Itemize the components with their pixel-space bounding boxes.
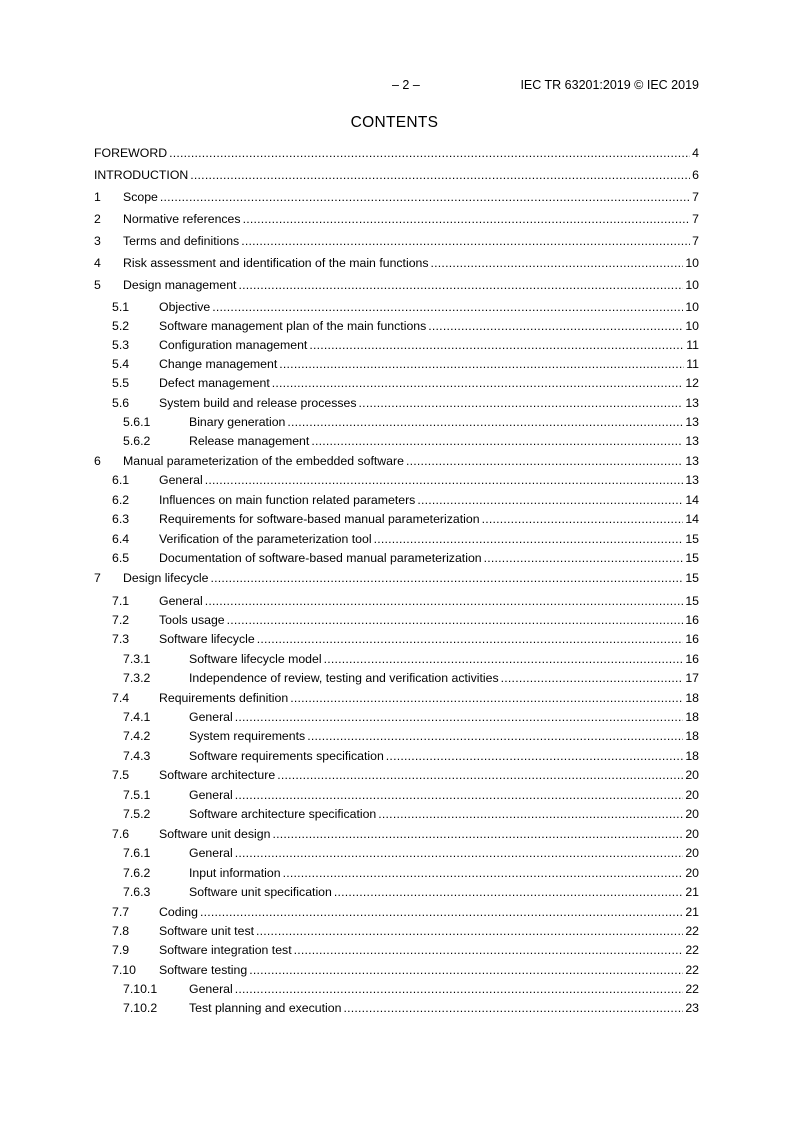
toc-entry-title: Tools usage xyxy=(159,613,225,627)
toc-entry[interactable] xyxy=(94,651,699,668)
toc-entry-page: 4 xyxy=(692,146,699,160)
toc-leader-dots xyxy=(212,299,683,316)
toc-entry[interactable] xyxy=(94,472,699,489)
toc-entry-number: 7.4 xyxy=(112,691,130,705)
toc-entry-title: Binary generation xyxy=(189,415,286,429)
toc-entry-number: 7.3.2 xyxy=(123,671,151,685)
toc-entry[interactable] xyxy=(94,942,699,959)
toc-entry-number: 7.1 xyxy=(112,594,130,608)
toc-entry-page: 18 xyxy=(685,729,699,743)
toc-entry[interactable] xyxy=(94,511,699,528)
toc-entry-page: 13 xyxy=(685,454,699,468)
toc-leader-dots xyxy=(386,748,684,765)
toc-entry-number: 7.10.2 xyxy=(123,1001,158,1015)
toc-entry-number: 7.10.1 xyxy=(123,982,158,996)
toc-entry-number: 7.9 xyxy=(112,943,130,957)
toc-entry[interactable] xyxy=(94,826,699,843)
toc-entry-number: 3 xyxy=(94,234,101,248)
toc-entry-title: Coding xyxy=(159,905,198,919)
toc-entry[interactable] xyxy=(94,728,699,745)
toc-leader-dots xyxy=(272,826,683,843)
toc-entry-title: Terms and definitions xyxy=(123,234,240,248)
toc-entry[interactable] xyxy=(94,570,699,587)
toc-entry-page: 7 xyxy=(692,234,699,248)
toc-leader-dots xyxy=(160,189,690,206)
toc-entry[interactable] xyxy=(94,433,699,450)
toc-entry-page: 13 xyxy=(685,434,699,448)
toc-entry-title: Independence of review, testing and verification activities xyxy=(189,671,499,685)
toc-entry-page: 11 xyxy=(686,357,699,371)
toc-entry-number: 7.6.2 xyxy=(123,866,151,880)
toc-leader-dots xyxy=(417,492,683,509)
toc-entry-page: 15 xyxy=(685,551,699,565)
toc-entry-title: Defect management xyxy=(159,376,270,390)
toc-entry[interactable] xyxy=(94,981,699,998)
toc-entry-title: Normative references xyxy=(123,212,241,226)
toc-entry-title: Software architecture xyxy=(159,768,276,782)
toc-entry[interactable] xyxy=(94,145,699,162)
toc-entry-number: 5.3 xyxy=(112,338,130,352)
toc-entry-title: Risk assessment and identification of the main functions xyxy=(123,256,429,270)
page-number: – 2 – xyxy=(392,78,420,92)
toc-leader-dots xyxy=(256,923,683,940)
toc-entry-title: Software testing xyxy=(159,963,248,977)
toc-leader-dots xyxy=(235,981,684,998)
toc-entry-page: 13 xyxy=(685,396,699,410)
toc-entry-page: 14 xyxy=(685,493,699,507)
toc-entry-title: General xyxy=(189,846,233,860)
toc-entry-title: Design lifecycle xyxy=(123,571,209,585)
toc-entry-page: 15 xyxy=(685,594,699,608)
toc-leader-dots xyxy=(272,375,684,392)
toc-entry-page: 15 xyxy=(685,571,699,585)
toc-entry-number: 7.6.1 xyxy=(123,846,151,860)
toc-entry[interactable] xyxy=(94,845,699,862)
toc-entry-number: 7.8 xyxy=(112,924,130,938)
toc-entry[interactable] xyxy=(94,233,699,250)
toc-entry-title: Test planning and execution xyxy=(189,1001,342,1015)
toc-leader-dots xyxy=(501,670,684,687)
toc-entry-number: 7.3.1 xyxy=(123,652,151,666)
toc-entry-number: 7.2 xyxy=(112,613,130,627)
toc-leader-dots xyxy=(343,1000,683,1017)
toc-entry-number: 5.6 xyxy=(112,396,130,410)
toc-entry[interactable] xyxy=(94,550,699,567)
toc-entry-page: 13 xyxy=(685,415,699,429)
toc-entry[interactable] xyxy=(94,923,699,940)
toc-entry[interactable] xyxy=(94,492,699,509)
page-title: CONTENTS xyxy=(350,114,439,131)
toc-entry-number: 6.3 xyxy=(112,512,130,526)
toc-entry[interactable] xyxy=(94,904,699,921)
toc-leader-dots xyxy=(309,337,684,354)
toc-leader-dots xyxy=(200,904,683,921)
toc-entry-page: 6 xyxy=(692,168,699,182)
toc-entry-number: 1 xyxy=(94,190,101,204)
toc-entry-title: Change management xyxy=(159,357,278,371)
toc-entry-number: 7.4.1 xyxy=(123,710,151,724)
toc-entry-title: System requirements xyxy=(189,729,306,743)
toc-entry-title: Software lifecycle model xyxy=(189,652,322,666)
toc-entry-title: General xyxy=(189,710,233,724)
toc-entry[interactable] xyxy=(94,167,699,184)
toc-entry-title: Influences on main function related parameters xyxy=(159,493,416,507)
toc-leader-dots xyxy=(294,942,684,959)
toc-entry-number: 7.4.2 xyxy=(123,729,151,743)
toc-entry-number: 7 xyxy=(94,571,101,585)
toc-entry-number: 6.1 xyxy=(112,473,130,487)
toc-leader-dots xyxy=(287,414,683,431)
toc-entry-page: 10 xyxy=(685,319,699,333)
toc-entry-number: 6.5 xyxy=(112,551,130,565)
toc-entry-number: 6.4 xyxy=(112,532,130,546)
toc-leader-dots xyxy=(235,709,684,726)
toc-entry-number: 5.4 xyxy=(112,357,130,371)
toc-entry-title: Software unit test xyxy=(159,924,255,938)
toc-entry-page: 18 xyxy=(685,691,699,705)
toc-entry-title: Requirements for software-based manual parameterization xyxy=(159,512,480,526)
toc-entry-number: 7.5.1 xyxy=(123,788,151,802)
toc-entry[interactable] xyxy=(94,531,699,548)
toc-entry-number: 7.7 xyxy=(112,905,130,919)
toc-entry-page: 20 xyxy=(685,827,699,841)
toc-entry-page: 17 xyxy=(685,671,699,685)
toc-entry-number: 7.6 xyxy=(112,827,130,841)
toc-entry-number: 7.3 xyxy=(112,632,130,646)
toc-leader-dots xyxy=(374,531,684,548)
toc-entry[interactable] xyxy=(94,1000,699,1017)
toc-leader-dots xyxy=(243,211,691,228)
toc-entry[interactable] xyxy=(94,767,699,784)
toc-leader-dots xyxy=(235,845,684,862)
toc-entry-page: 21 xyxy=(685,905,699,919)
toc-entry-page: 15 xyxy=(685,532,699,546)
toc-leader-dots xyxy=(428,318,683,335)
toc-leader-dots xyxy=(205,472,684,489)
toc-entry-title: Software unit design xyxy=(159,827,271,841)
toc-leader-dots xyxy=(482,511,684,528)
toc-leader-dots xyxy=(324,651,684,668)
toc-entry-page: 13 xyxy=(685,473,699,487)
page-header xyxy=(94,78,699,94)
toc-entry-number: 5.5 xyxy=(112,376,130,390)
toc-entry-title: Requirements definition xyxy=(159,691,289,705)
toc-entry-title: Objective xyxy=(159,300,211,314)
toc-leader-dots xyxy=(210,570,683,587)
toc-entry[interactable] xyxy=(94,593,699,610)
toc-entry-number: 6 xyxy=(94,454,101,468)
toc-entry-page: 20 xyxy=(685,768,699,782)
toc-entry-page: 22 xyxy=(685,963,699,977)
toc-entry-page: 14 xyxy=(685,512,699,526)
toc-leader-dots xyxy=(283,865,684,882)
toc-entry[interactable] xyxy=(94,631,699,648)
toc-entry-page: 10 xyxy=(685,300,699,314)
toc-entry[interactable] xyxy=(94,806,699,823)
toc-entry[interactable] xyxy=(94,612,699,629)
toc-entry-page: 10 xyxy=(685,278,699,292)
toc-entry-page: 10 xyxy=(685,256,699,270)
toc-entry-title: General xyxy=(159,473,203,487)
toc-leader-dots xyxy=(290,690,683,707)
toc-entry-page: 18 xyxy=(685,710,699,724)
toc-entry[interactable] xyxy=(94,670,699,687)
toc-leader-dots xyxy=(311,433,683,450)
toc-entry[interactable] xyxy=(94,356,699,373)
toc-entry[interactable] xyxy=(94,748,699,765)
toc-entry-page: 16 xyxy=(685,613,699,627)
toc-entry-number: 5.6.1 xyxy=(123,415,151,429)
toc-entry-page: 20 xyxy=(685,788,699,802)
toc-leader-dots xyxy=(378,806,683,823)
toc-entry-title: Software architecture specification xyxy=(189,807,377,821)
toc-leader-dots xyxy=(241,233,690,250)
toc-entry-title: Software integration test xyxy=(159,943,292,957)
document-id: IEC TR 63201:2019 © IEC 2019 xyxy=(520,78,699,92)
toc-entry-page: 23 xyxy=(685,1001,699,1015)
toc-entry-number: 7.10 xyxy=(112,963,136,977)
toc-leader-dots xyxy=(334,884,683,901)
toc-entry-number: 5.1 xyxy=(112,300,130,314)
toc-entry-title: General xyxy=(159,594,203,608)
toc-entry-page: 20 xyxy=(685,866,699,880)
toc-entry-number: 5 xyxy=(94,278,101,292)
toc-entry-title: Design management xyxy=(123,278,237,292)
toc-entry-page: 7 xyxy=(692,212,699,226)
toc-entry-number: 4 xyxy=(94,256,101,270)
toc-entry-number: 5.2 xyxy=(112,319,130,333)
toc-entry-page: 22 xyxy=(685,924,699,938)
toc-entry[interactable] xyxy=(94,395,699,412)
toc-leader-dots xyxy=(227,612,684,629)
toc-entry-page: 21 xyxy=(685,885,699,899)
toc-entry-page: 20 xyxy=(685,846,699,860)
toc-entry-title: Scope xyxy=(123,190,158,204)
toc-entry-page: 22 xyxy=(685,982,699,996)
toc-entry-number: 5.6.2 xyxy=(123,434,151,448)
toc-leader-dots xyxy=(249,962,683,979)
toc-entry-title: General xyxy=(189,788,233,802)
toc-entry-page: 11 xyxy=(686,338,699,352)
toc-entry[interactable] xyxy=(94,787,699,804)
toc-leader-dots xyxy=(484,550,684,567)
toc-entry-number: 6.2 xyxy=(112,493,130,507)
toc-entry[interactable] xyxy=(94,189,699,206)
toc-leader-dots xyxy=(169,145,690,162)
toc-entry-title: Release management xyxy=(189,434,310,448)
toc-entry-number: 7.5.2 xyxy=(123,807,151,821)
toc-entry[interactable] xyxy=(94,337,699,354)
toc-entry-page: 7 xyxy=(692,190,699,204)
toc-entry-page: 18 xyxy=(685,749,699,763)
toc-entry[interactable] xyxy=(94,277,699,294)
toc-entry-page: 20 xyxy=(685,807,699,821)
toc-entry-title: General xyxy=(189,982,233,996)
toc-leader-dots xyxy=(279,356,684,373)
toc-entry-title: Software unit specification xyxy=(189,885,332,899)
toc-leader-dots xyxy=(431,255,684,272)
toc-entry[interactable] xyxy=(94,414,699,431)
toc-entry-number: 7.6.3 xyxy=(123,885,151,899)
toc-entry[interactable] xyxy=(94,299,699,316)
toc-entry-number: 7.4.3 xyxy=(123,749,151,763)
toc-entry-title: System build and release processes xyxy=(159,396,357,410)
toc-entry-title: Documentation of software-based manual parameterization xyxy=(159,551,482,565)
toc-entry-title: Configuration management xyxy=(159,338,308,352)
toc-entry-number: 2 xyxy=(94,212,101,226)
toc-entry-title: Manual parameterization of the embedded software xyxy=(123,454,404,468)
toc-entry-page: 16 xyxy=(685,652,699,666)
toc-entry-page: 22 xyxy=(685,943,699,957)
toc-leader-dots xyxy=(205,593,684,610)
toc-entry[interactable] xyxy=(94,690,699,707)
toc-leader-dots xyxy=(235,787,684,804)
toc-entry-title: Software lifecycle xyxy=(159,632,255,646)
toc-leader-dots xyxy=(277,767,683,784)
toc-entry[interactable] xyxy=(94,865,699,882)
toc-leader-dots xyxy=(359,395,684,412)
toc-entry[interactable] xyxy=(94,962,699,979)
toc-entry-title: Software management plan of the main functions xyxy=(159,319,427,333)
toc-entry-title: FOREWORD xyxy=(94,146,168,160)
toc-entry-title: Verification of the parameterization tool xyxy=(159,532,372,546)
toc-entry-title: Input information xyxy=(189,866,281,880)
toc-entry-title: INTRODUCTION xyxy=(94,168,189,182)
toc-entry[interactable] xyxy=(94,453,699,470)
toc-entry[interactable] xyxy=(94,211,699,228)
toc-entry-number: 7.5 xyxy=(112,768,130,782)
toc-leader-dots xyxy=(190,167,690,184)
toc-entry-title: Software requirements specification xyxy=(189,749,384,763)
toc-leader-dots xyxy=(406,453,683,470)
toc-entry-page: 16 xyxy=(685,632,699,646)
toc-entry-page: 12 xyxy=(685,376,699,390)
toc-entry[interactable] xyxy=(94,709,699,726)
toc-entry[interactable] xyxy=(94,884,699,901)
toc-leader-dots xyxy=(257,631,684,648)
toc-entry[interactable] xyxy=(94,318,699,335)
toc-leader-dots xyxy=(238,277,683,294)
toc-entry[interactable] xyxy=(94,375,699,392)
toc-entry[interactable] xyxy=(94,255,699,272)
toc-leader-dots xyxy=(307,728,683,745)
